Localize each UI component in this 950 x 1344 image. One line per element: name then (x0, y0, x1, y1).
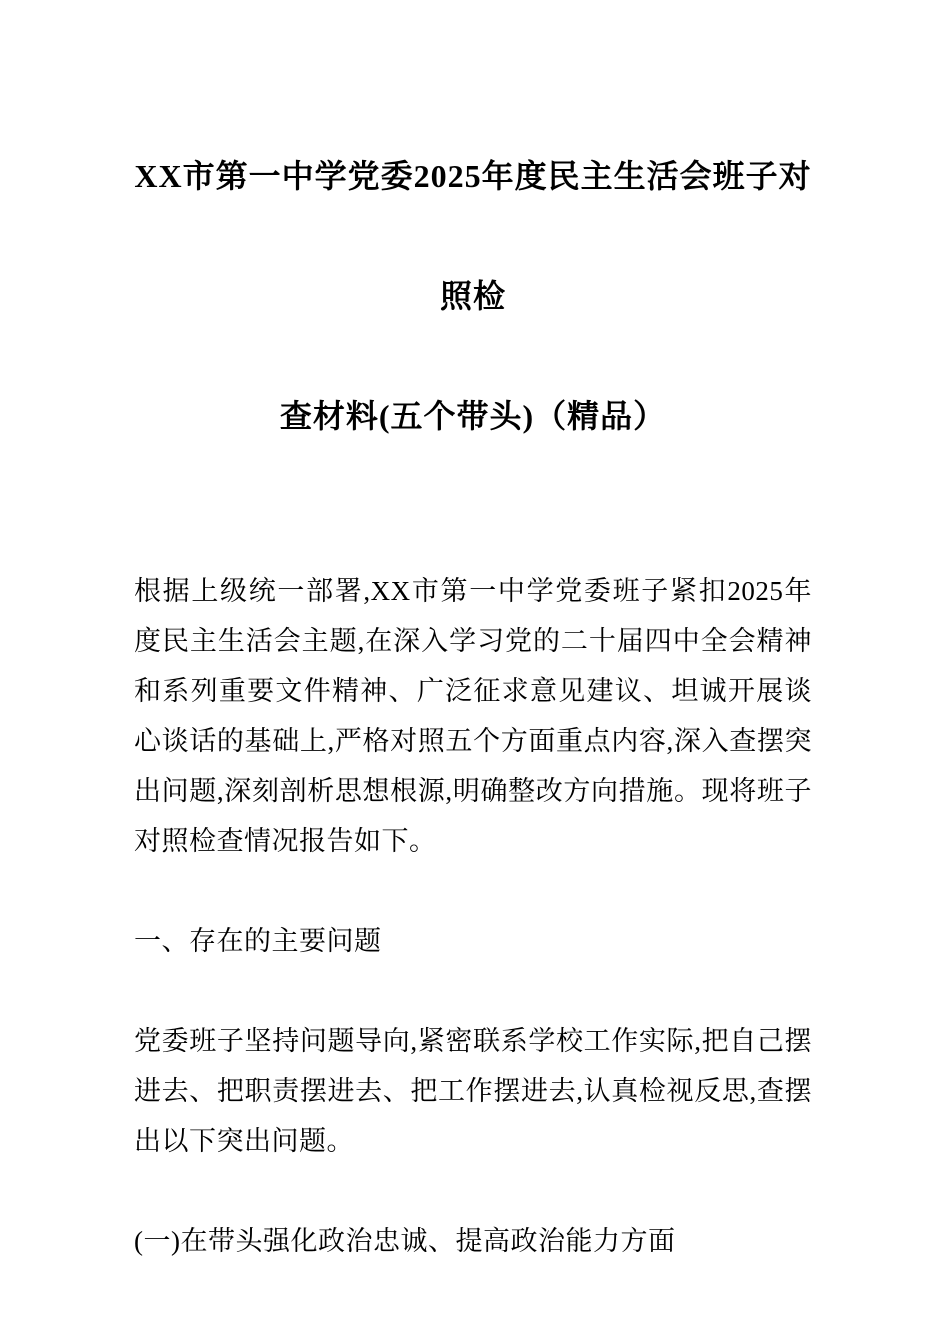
subsection-heading-political-loyalty: (一)在带头强化政治忠诚、提高政治能力方面 (134, 1226, 676, 1256)
intro-paragraph: 根据上级统一部署,XX市第一中学党委班子紧扣2025年度民主生活会主题,在深入学习党的二十届四中全会精神和系列重要文件精神、广泛征求意见建议、坦诚开展谈心谈话的基础上,严格对照五个方面重点内容,深入查摆突出问题,深刻剖析思想根源,明确整改方向措施。现将班子对照检查情况报告如下。 (134, 576, 812, 856)
document-title-line-1: XX市第一中学党委2025年度民主生活会班子对照检 (134, 158, 812, 314)
document-title (134, 116, 812, 476)
section-heading-main-problems: 一、存在的主要问题 (134, 926, 382, 956)
section-paragraph-problem-overview: 党委班子坚持问题导向,紧密联系学校工作实际,把自己摆进去、把职责摆进去、把工作摆进去,认真检视反思,查摆出以下突出问题。 (134, 1026, 812, 1156)
document-title-line-2: 查材料(五个带头)（精品） (279, 398, 667, 434)
